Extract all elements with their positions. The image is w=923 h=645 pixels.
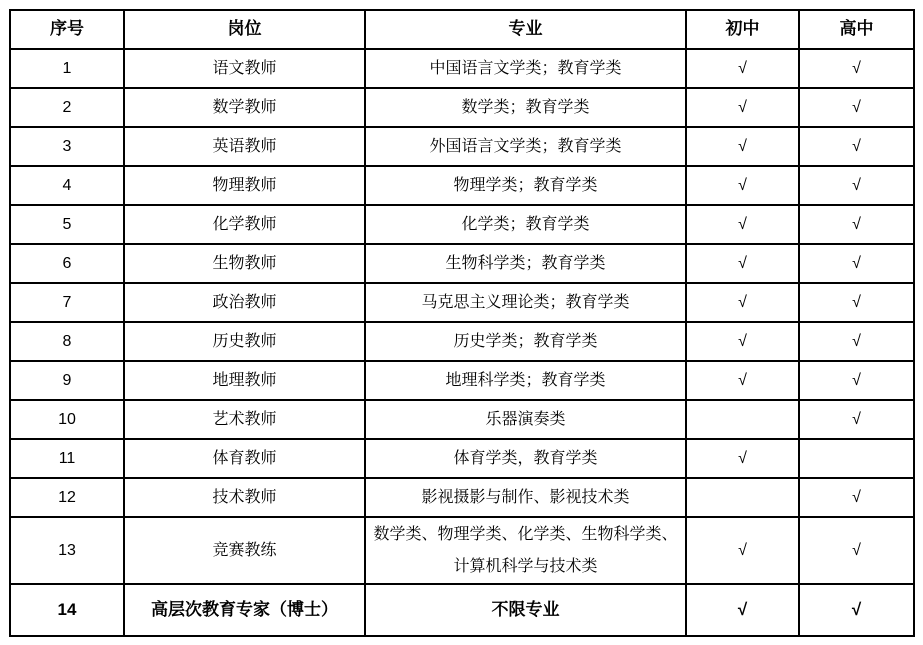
cell-junior-check: √	[686, 49, 799, 88]
cell-senior-check: √	[799, 166, 914, 205]
table-header-row	[10, 10, 914, 49]
cell-major: 不限专业	[365, 584, 686, 636]
table-row	[10, 244, 914, 283]
cell-senior-check: √	[799, 127, 914, 166]
table-row	[10, 400, 914, 439]
cell-junior-check: √	[686, 439, 799, 478]
cell-senior-check: √	[799, 283, 914, 322]
cell-position: 生物教师	[124, 244, 365, 283]
cell-senior-check: √	[799, 205, 914, 244]
cell-major: 乐器演奏类	[365, 400, 686, 439]
cell-position: 化学教师	[124, 205, 365, 244]
cell-junior-check: √	[686, 88, 799, 127]
cell-junior-check: √	[686, 517, 799, 584]
cell-position: 竞赛教练	[124, 517, 365, 584]
col-header-senior: 高中	[799, 10, 914, 49]
cell-senior-check: √	[799, 478, 914, 517]
table-row	[10, 166, 914, 205]
cell-senior-check: √	[799, 361, 914, 400]
cell-seq: 14	[10, 584, 124, 636]
col-header-major: 专业	[365, 10, 686, 49]
cell-major: 生物科学类；教育学类	[365, 244, 686, 283]
cell-seq: 1	[10, 49, 124, 88]
cell-position: 历史教师	[124, 322, 365, 361]
table-row	[10, 478, 914, 517]
cell-senior-check: √	[799, 322, 914, 361]
cell-major: 化学类；教育学类	[365, 205, 686, 244]
cell-major: 马克思主义理论类；教育学类	[365, 283, 686, 322]
table-row	[10, 88, 914, 127]
cell-junior-check	[686, 400, 799, 439]
cell-seq: 7	[10, 283, 124, 322]
cell-position: 高层次教育专家（博士）	[124, 584, 365, 636]
col-header-position: 岗位	[124, 10, 365, 49]
table-row	[10, 205, 914, 244]
cell-senior-check: √	[799, 584, 914, 636]
recruitment-table	[9, 9, 915, 637]
table-row	[10, 49, 914, 88]
cell-major: 影视摄影与制作、影视技术类	[365, 478, 686, 517]
table-row	[10, 361, 914, 400]
col-header-seq: 序号	[10, 10, 124, 49]
cell-junior-check: √	[686, 127, 799, 166]
col-header-junior: 初中	[686, 10, 799, 49]
cell-seq: 13	[10, 517, 124, 584]
cell-junior-check: √	[686, 166, 799, 205]
cell-senior-check: √	[799, 244, 914, 283]
cell-position: 体育教师	[124, 439, 365, 478]
cell-major: 数学类；教育学类	[365, 88, 686, 127]
cell-junior-check: √	[686, 361, 799, 400]
cell-senior-check: √	[799, 517, 914, 584]
cell-junior-check: √	[686, 322, 799, 361]
cell-major: 体育学类，教育学类	[365, 439, 686, 478]
cell-seq: 9	[10, 361, 124, 400]
cell-seq: 11	[10, 439, 124, 478]
cell-junior-check: √	[686, 244, 799, 283]
cell-position: 英语教师	[124, 127, 365, 166]
cell-seq: 3	[10, 127, 124, 166]
cell-position: 技术教师	[124, 478, 365, 517]
cell-seq: 10	[10, 400, 124, 439]
table-row	[10, 584, 914, 636]
cell-major: 中国语言文学类；教育学类	[365, 49, 686, 88]
cell-seq: 2	[10, 88, 124, 127]
table-row	[10, 127, 914, 166]
cell-major: 外国语言文学类；教育学类	[365, 127, 686, 166]
cell-major: 物理学类；教育学类	[365, 166, 686, 205]
cell-senior-check: √	[799, 400, 914, 439]
cell-junior-check	[686, 478, 799, 517]
cell-junior-check: √	[686, 205, 799, 244]
cell-junior-check: √	[686, 584, 799, 636]
cell-major: 数学类、物理学类、化学类、生物科学类、计算机科学与技术类	[365, 517, 686, 584]
table-row	[10, 283, 914, 322]
cell-senior-check: √	[799, 88, 914, 127]
cell-seq: 4	[10, 166, 124, 205]
cell-seq: 5	[10, 205, 124, 244]
cell-seq: 12	[10, 478, 124, 517]
cell-seq: 8	[10, 322, 124, 361]
cell-position: 数学教师	[124, 88, 365, 127]
cell-major: 地理科学类；教育学类	[365, 361, 686, 400]
cell-position: 物理教师	[124, 166, 365, 205]
cell-position: 语文教师	[124, 49, 365, 88]
table-row	[10, 439, 914, 478]
cell-senior-check: √	[799, 49, 914, 88]
cell-seq: 6	[10, 244, 124, 283]
cell-senior-check	[799, 439, 914, 478]
table-row	[10, 322, 914, 361]
cell-position: 政治教师	[124, 283, 365, 322]
cell-junior-check: √	[686, 283, 799, 322]
cell-position: 地理教师	[124, 361, 365, 400]
table-row	[10, 517, 914, 584]
cell-major: 历史学类；教育学类	[365, 322, 686, 361]
cell-position: 艺术教师	[124, 400, 365, 439]
